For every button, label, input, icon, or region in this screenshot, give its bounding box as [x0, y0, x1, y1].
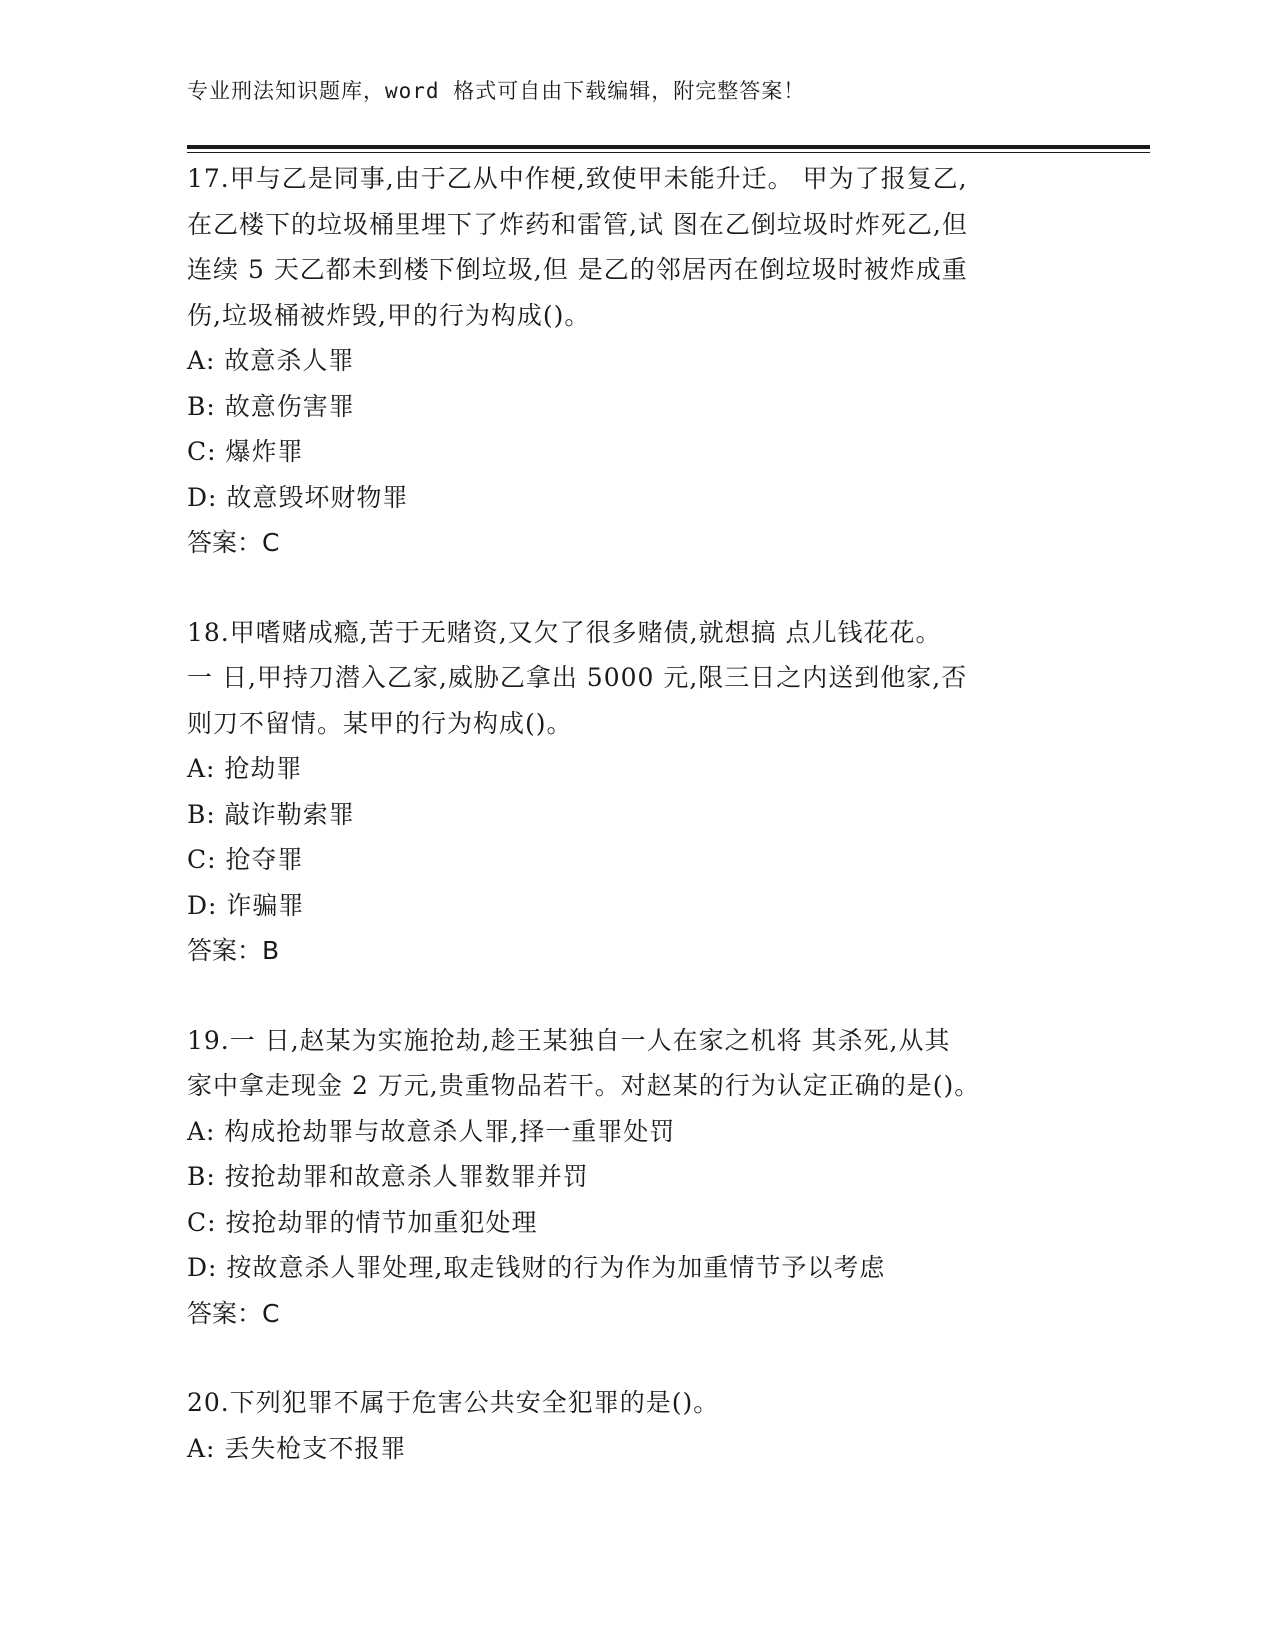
option-c: C: 爆炸罪: [187, 437, 304, 466]
answer-line: 答案：C: [187, 1298, 280, 1328]
header-rule-thick: [187, 145, 1150, 149]
header-rule-thin: [187, 152, 1150, 153]
stem-line: 19.一 日,赵某为实施抢劫,趁王某独自一人在家之机将 其杀死,从其: [187, 1025, 951, 1055]
question-20: [187, 1380, 1087, 1471]
option-c: C: 按抢劫罪的情节加重犯处理: [187, 1207, 538, 1237]
stem-line: 家中拿走现金 2 万元,贵重物品若干。对赵某的行为认定正确的是()。: [187, 1071, 981, 1100]
stem-line: 18.甲嗜赌成瘾,苦于无赌资,又欠了很多赌债,就想搞 点儿钱花花。: [187, 617, 942, 647]
stem-line: 伤,垃圾桶被炸毁,甲的行为构成()。: [187, 300, 591, 330]
stem-line: 一 日,甲持刀潜入乙家,威胁乙拿出 5000 元,限三日之内送到他家,否: [187, 663, 968, 692]
option-d: D: 按故意杀人罪处理,取走钱财的行为作为加重情节予以考虑: [187, 1253, 886, 1282]
question-17: [187, 156, 1087, 566]
option-b: B: 故意伤害罪: [187, 391, 355, 421]
option-c: C: 抢夺罪: [187, 845, 304, 874]
option-a: A: 丢失枪支不报罪: [187, 1433, 407, 1463]
option-a: A: 抢劫罪: [187, 754, 303, 783]
stem-line: 在乙楼下的垃圾桶里埋下了炸药和雷管,试 图在乙倒垃圾时炸死乙,但: [187, 209, 968, 239]
answer-line: 答案：C: [187, 528, 280, 557]
question-stem: [187, 1018, 1087, 1109]
option-a: A: 构成抢劫罪与故意杀人罪,择一重罪处罚: [187, 1116, 676, 1146]
answer-line: 答案：B: [187, 936, 280, 965]
question-18: [187, 610, 1087, 974]
option-d: D: 故意毁坏财物罪: [187, 482, 409, 512]
stem-line: 连续 5 天乙都未到楼下倒垃圾,但 是乙的邻居丙在倒垃圾时被炸成重: [187, 255, 968, 284]
question-list: [187, 156, 1087, 1515]
stem-line: 17.甲与乙是同事,由于乙从中作梗,致使甲未能升迁。 甲为了报复乙,: [187, 164, 968, 193]
page-header-text: 专业刑法知识题库，word 格式可自由下载编辑，附完整答案！: [187, 79, 806, 103]
question-stem: [187, 156, 1087, 338]
option-d: D: 诈骗罪: [187, 890, 305, 920]
question-stem: [187, 610, 1087, 747]
question-19: [187, 1018, 1087, 1337]
stem-line: 则刀不留情。某甲的行为构成()。: [187, 708, 573, 738]
option-a: A: 故意杀人罪: [187, 346, 355, 375]
option-b: B: 按抢劫罪和故意杀人罪数罪并罚: [187, 1162, 589, 1191]
stem-line: 20.下列犯罪不属于危害公共安全犯罪的是()。: [187, 1388, 720, 1417]
option-b: B: 敲诈勒索罪: [187, 799, 355, 829]
question-stem: [187, 1380, 1087, 1426]
